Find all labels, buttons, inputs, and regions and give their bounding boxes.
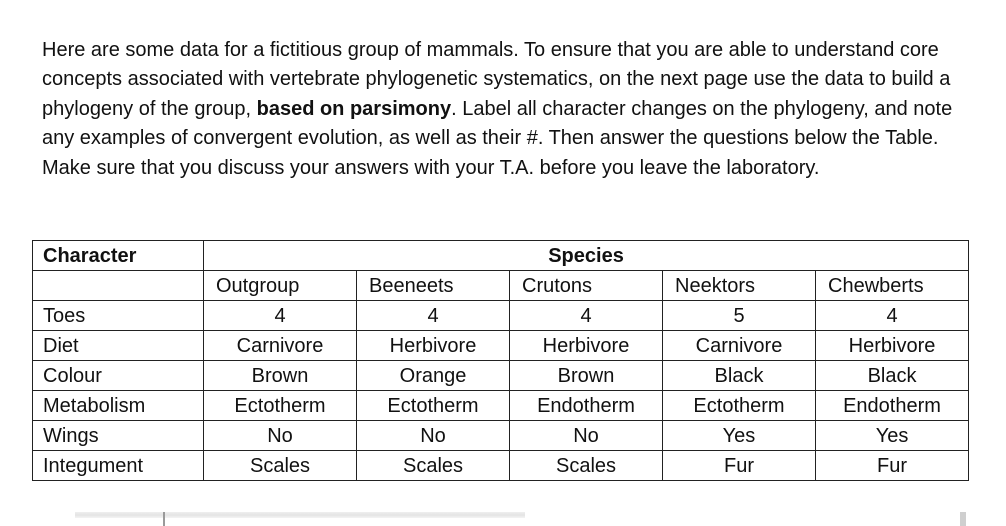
table-cell: Carnivore	[204, 331, 357, 361]
table-cell: 4	[510, 301, 663, 331]
table-cell: Yes	[663, 421, 816, 451]
table-row	[33, 361, 969, 391]
table-cell: Scales	[510, 451, 663, 481]
table-cell: Scales	[357, 451, 510, 481]
table-cell: 5	[663, 301, 816, 331]
character-name-cell: Toes	[33, 301, 204, 331]
table-cell: Scales	[204, 451, 357, 481]
table-cell: Herbivore	[816, 331, 969, 361]
character-name-cell: Integument	[33, 451, 204, 481]
table-cell: Brown	[204, 361, 357, 391]
character-matrix-table	[32, 240, 969, 481]
character-name-cell: Colour	[33, 361, 204, 391]
table-row	[33, 421, 969, 451]
table-cell: No	[357, 421, 510, 451]
scan-artifact-mark	[960, 512, 966, 526]
instructions-text-2: . Label all character changes on the phylogeny, and note any examples of convergent evolution, as well as their #. Then answer the questions below the Table. Make sure that you discuss your answers with your T.A. before you leave the laboratory.	[42, 97, 953, 179]
empty-cell	[33, 271, 204, 301]
character-column-header: Character	[33, 241, 204, 271]
table-cell: Ectotherm	[357, 391, 510, 421]
character-name-cell: Metabolism	[33, 391, 204, 421]
character-name-cell: Diet	[33, 331, 204, 361]
table-cell: Orange	[357, 361, 510, 391]
table-cell: No	[510, 421, 663, 451]
instructions-text-1: Here are some data for a fictitious group of mammals. To ensure that you are able to understand core concepts associated with vertebrate phylogenetic systematics, on the next page use the data to build a phylogeny of the group,	[42, 39, 951, 120]
scan-artifact-line	[75, 512, 525, 518]
species-name-cell: Neektors	[663, 271, 816, 301]
table-cell: 4	[204, 301, 357, 331]
table-cell: Herbivore	[510, 331, 663, 361]
table-cell: Carnivore	[663, 331, 816, 361]
table-cell: No	[204, 421, 357, 451]
species-names-row	[33, 271, 969, 301]
table-cell: Ectotherm	[663, 391, 816, 421]
table-cell: Ectotherm	[204, 391, 357, 421]
species-name-cell: Crutons	[510, 271, 663, 301]
instructions-emphasis: based on parsimony	[256, 97, 452, 120]
table-cell: Black	[816, 361, 969, 391]
table-header-row	[33, 241, 969, 271]
instructions-paragraph	[42, 36, 987, 183]
table-cell: 4	[357, 301, 510, 331]
species-column-header: Species	[204, 241, 969, 271]
table-cell: Brown	[510, 361, 663, 391]
table-cell: Yes	[816, 421, 969, 451]
table-cell: 4	[816, 301, 969, 331]
character-name-cell: Wings	[33, 421, 204, 451]
scan-artifact-tick	[163, 512, 165, 526]
table-cell: Fur	[816, 451, 969, 481]
table-row	[33, 301, 969, 331]
table-row	[33, 391, 969, 421]
table-row	[33, 451, 969, 481]
table-cell: Herbivore	[357, 331, 510, 361]
species-name-cell: Chewberts	[816, 271, 969, 301]
table-cell: Black	[663, 361, 816, 391]
table-cell: Endotherm	[816, 391, 969, 421]
species-name-cell: Outgroup	[204, 271, 357, 301]
species-name-cell: Beeneets	[357, 271, 510, 301]
table-row	[33, 331, 969, 361]
table-cell: Fur	[663, 451, 816, 481]
table-cell: Endotherm	[510, 391, 663, 421]
